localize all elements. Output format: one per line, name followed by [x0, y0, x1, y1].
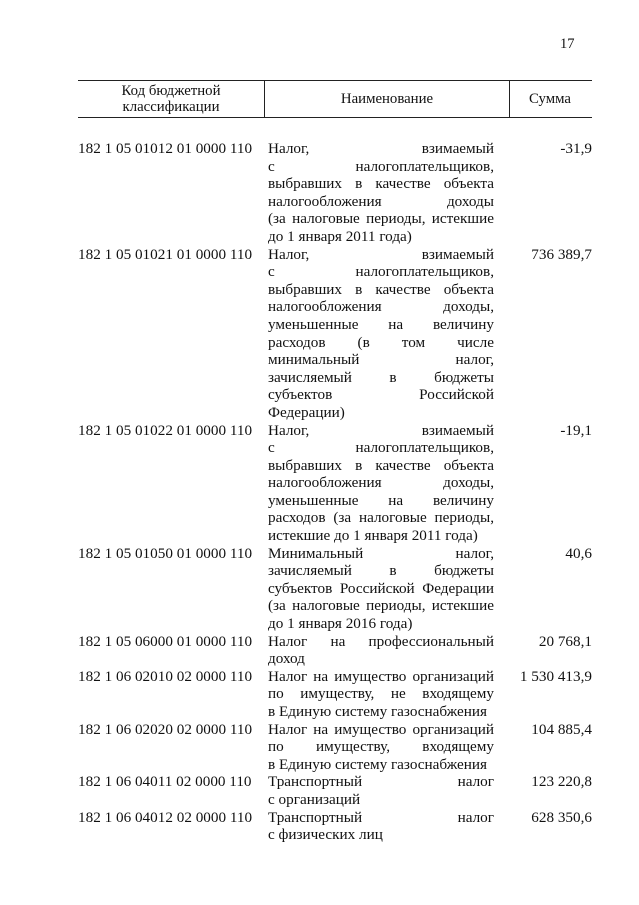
item-name-line: налогообложения доходы — [268, 192, 494, 210]
item-name-line: субъектов Российской — [268, 386, 494, 404]
item-name-line: Налог на профессиональный — [268, 632, 494, 650]
item-name-line: Налог, взимаемый — [268, 245, 494, 263]
budget-code: 182 1 06 04012 02 0000 110 — [78, 808, 253, 826]
item-name-line: с налогоплательщиков, — [268, 263, 494, 281]
item-name-line: уменьшенные на величину — [268, 491, 494, 509]
item-name — [268, 809, 494, 844]
table-row — [78, 773, 592, 808]
page-number: 17 — [560, 36, 575, 52]
header-sum-label: Сумма — [529, 91, 571, 107]
header-code-line2: классификации — [122, 99, 220, 115]
item-name-line: по имуществу, не входящему — [268, 685, 494, 703]
item-name-line: до 1 января 2011 года) — [268, 227, 412, 245]
item-name-line: уменьшенные на величину — [268, 315, 494, 333]
item-name-line: Налог, взимаемый — [268, 140, 494, 157]
item-name-line: выбравших в качестве объекта — [268, 280, 494, 298]
amount: 20 768,1 — [538, 632, 592, 650]
amount: 628 350,6 — [531, 808, 592, 826]
item-name — [268, 422, 494, 545]
amount: -31,9 — [560, 140, 592, 157]
table-row — [78, 422, 592, 545]
budget-code: 182 1 05 01012 01 0000 110 — [78, 140, 253, 157]
item-name-line: субъектов Российской Федерации — [268, 579, 494, 597]
item-name-line: расходов (в том числе — [268, 333, 494, 351]
table-row — [78, 668, 592, 721]
amount: -19,1 — [560, 421, 592, 439]
item-name-line: с налогоплательщиков, — [268, 439, 494, 457]
table-body — [78, 140, 592, 844]
header-name-label: Наименование — [340, 91, 434, 107]
header-code-line1: Код бюджетной — [121, 83, 221, 99]
item-name-line: с физических лиц — [268, 826, 383, 844]
budget-code: 182 1 05 06000 01 0000 110 — [78, 632, 253, 650]
header-sum-cell — [508, 81, 592, 117]
item-name-line: минимальный налог, — [268, 351, 494, 369]
item-name-line: истекшие до 1 января 2011 года) — [268, 527, 478, 545]
item-name-line: Налог на имущество организаций — [268, 667, 494, 685]
item-name-line: (за налоговые периоды, истекшие — [268, 597, 494, 615]
item-name-line: до 1 января 2016 года) — [268, 615, 413, 633]
budget-code: 182 1 06 02010 02 0000 110 — [78, 667, 253, 685]
item-name — [268, 140, 494, 246]
header-code-cell — [78, 81, 264, 117]
item-name-line: Налог на имущество организаций — [268, 720, 494, 738]
budget-code: 182 1 06 02020 02 0000 110 — [78, 720, 253, 738]
header-name-cell — [264, 81, 510, 117]
item-name-line: по имуществу, входящему — [268, 738, 494, 756]
table-header — [78, 80, 592, 118]
item-name-line: Налог, взимаемый — [268, 421, 494, 439]
table-row — [78, 140, 592, 246]
item-name-line: налогообложения доходы, — [268, 298, 494, 316]
item-name — [268, 773, 494, 808]
table-row — [78, 721, 592, 774]
item-name-line: расходов (за налоговые периоды, — [268, 509, 494, 527]
amount: 40,6 — [565, 544, 592, 562]
item-name-line: Транспортный налог — [268, 773, 494, 791]
item-name-line: доход — [268, 650, 305, 668]
item-name — [268, 246, 494, 422]
table-row — [78, 633, 592, 668]
amount: 104 885,4 — [531, 720, 592, 738]
item-name-line: зачисляемый в бюджеты — [268, 368, 494, 386]
item-name — [268, 545, 494, 633]
item-name-line: в Единую систему газоснабжения — [268, 755, 488, 773]
amount: 123 220,8 — [531, 773, 592, 791]
amount: 736 389,7 — [531, 245, 592, 263]
budget-code: 182 1 06 04011 02 0000 110 — [78, 773, 252, 791]
budget-code: 182 1 05 01050 01 0000 110 — [78, 544, 253, 562]
item-name-line: выбравших в качестве объекта — [268, 456, 494, 474]
item-name — [268, 721, 494, 774]
item-name — [268, 633, 494, 668]
table-row — [78, 545, 592, 633]
item-name-line: выбравших в качестве объекта — [268, 175, 494, 193]
item-name-line: с налогоплательщиков, — [268, 157, 494, 175]
item-name-line: Федерации) — [268, 403, 345, 421]
table-row — [78, 246, 592, 422]
budget-code: 182 1 05 01021 01 0000 110 — [78, 245, 253, 263]
item-name-line: в Единую систему газоснабжения — [268, 703, 488, 720]
item-name-line: налогообложения доходы, — [268, 474, 494, 492]
item-name-line: (за налоговые периоды, истекшие — [268, 210, 494, 228]
item-name-line: зачисляемый в бюджеты — [268, 562, 494, 580]
amount: 1 530 413,9 — [519, 667, 592, 685]
item-name-line: Транспортный налог — [268, 808, 494, 826]
item-name — [268, 668, 494, 721]
item-name-line: с организаций — [268, 790, 361, 808]
table-row — [78, 809, 592, 844]
item-name-line: Минимальный налог, — [268, 544, 494, 562]
budget-code: 182 1 05 01022 01 0000 110 — [78, 421, 253, 439]
